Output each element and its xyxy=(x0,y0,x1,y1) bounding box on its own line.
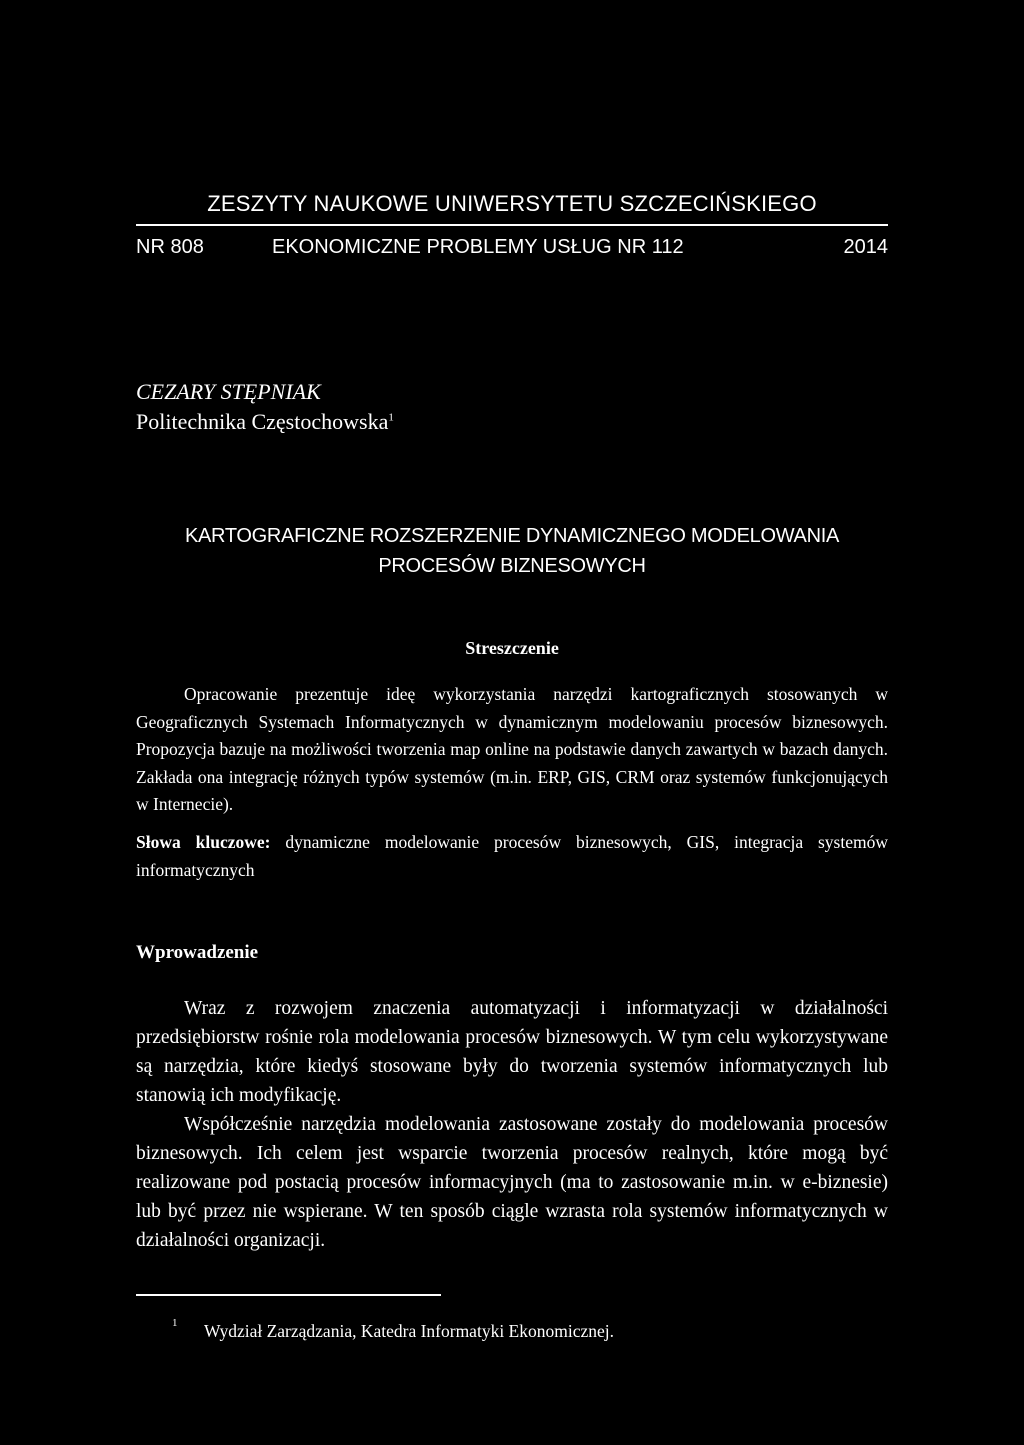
article-title-line-2: PROCESÓW BIZNESOWYCH xyxy=(378,555,646,577)
article-title-line-1: KARTOGRAFICZNE ROZSZERZENIE DYNAMICZNEGO MODELOWANIA xyxy=(184,525,840,547)
journal-series: EKONOMICZNE PROBLEMY USŁUG NR 112 xyxy=(272,236,684,258)
keywords-text: dynamiczne modelowanie procesów biznesowych, GIS, integracja systemów informatycznych xyxy=(136,832,888,880)
author-affiliation xyxy=(136,409,394,435)
footnote-text: Wydział Zarządzania, Katedra Informatyki Ekonomicznej. xyxy=(204,1321,615,1341)
abstract-text: Opracowanie prezentuje ideę wykorzystania narzędzi kartograficznych stosowanych w Geograficznych Systemach Informatycznych w dynamicznym modelowaniu procesów biznesowych. Propozycja bazuje na możliwości tworzenia map online na podstawie danych zawartych w bazach danych. Zakłada ona integrację różnych typów systemów (m.in. ERP, GIS, CRM oraz systemów funkcjonujących w Internecie). xyxy=(136,684,888,814)
journal-number: NR 808 xyxy=(136,236,204,258)
keywords xyxy=(136,829,888,884)
publication-year: 2014 xyxy=(843,236,888,258)
introduction-paragraph-1: Wraz z rozwojem znaczenia automatyzacji i informatyzacji w działalności przedsiębiorstw rośnie rola modelowania procesów biznesowych. W tym celu wykorzystywane są narzędzia, które kiedyś stosowane były do tworzenia systemów informatycznych lub stanowią ich modyfikację. xyxy=(136,998,888,1106)
introduction-paragraph-2: Współcześnie narzędzia modelowania zastosowane zostały do modelowania procesów biznesowych. Ich celem jest wsparcie tworzenia procesów realnych, które mogą być realizowane pod postacią procesów informacyjnych (ma to zastosowanie m.in. w e-biznesie) lub być przez nie wspierane. W ten sposób ciągle wzrasta rola systemów informatycznych w działalności organizacji. xyxy=(136,1114,888,1251)
article-title xyxy=(136,521,888,581)
introduction-heading: Wprowadzenie xyxy=(136,942,259,963)
footnote-mark: 1 xyxy=(172,1317,178,1329)
footnote-reference: 1 xyxy=(388,411,394,424)
journal-title: ZESZYTY NAUKOWE UNIWERSYTETU SZCZECIŃSKIEGO xyxy=(207,191,817,216)
footnote-divider xyxy=(136,1294,441,1296)
affiliation-text: Politechnika Częstochowska xyxy=(136,409,389,434)
author-name: CEZARY STĘPNIAK xyxy=(136,379,321,404)
introduction-body xyxy=(136,994,888,1255)
header-divider xyxy=(136,224,888,226)
keywords-label: Słowa kluczowe: xyxy=(136,832,271,852)
abstract-heading: Streszczenie xyxy=(465,638,559,658)
